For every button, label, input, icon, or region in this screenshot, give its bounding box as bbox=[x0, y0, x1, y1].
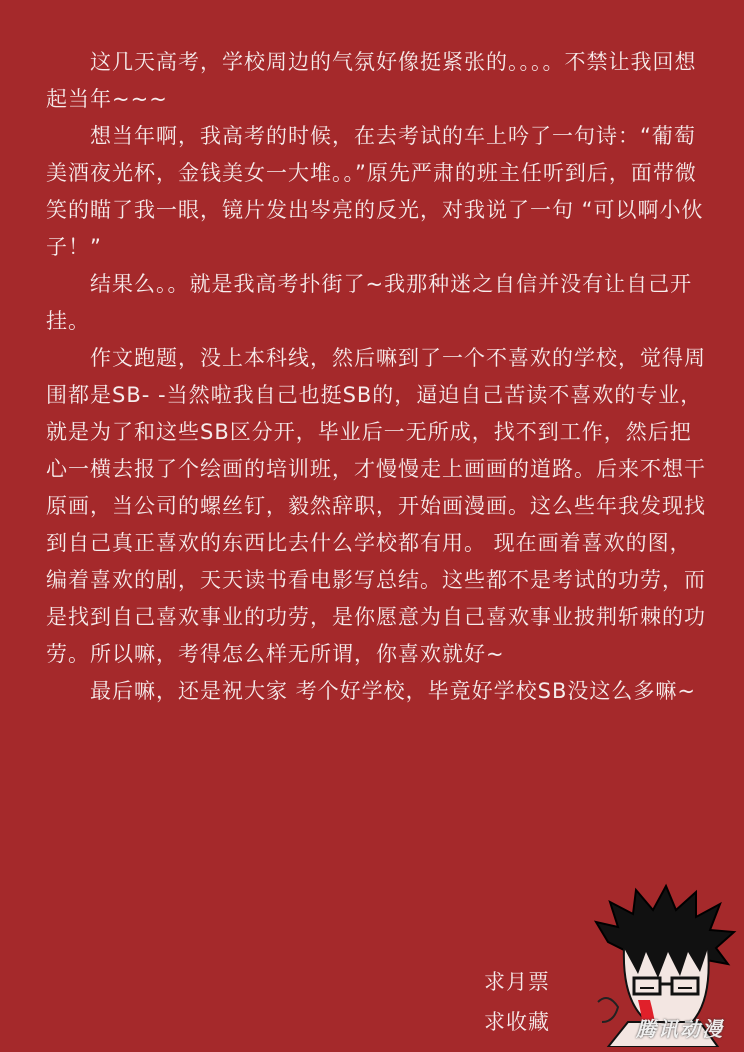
paragraph-3: 结果么。。就是我高考扑街了~我那种迷之自信并没有让自己开挂。 bbox=[46, 272, 693, 333]
request-favorite: 求收藏 bbox=[484, 1010, 550, 1034]
paragraph-1: 这几天高考，学校周边的气氛好像挺紧张的。。。。不禁让我回想起当年~~~ bbox=[46, 50, 697, 111]
publisher-watermark: 腾讯动漫 bbox=[636, 1017, 724, 1041]
paragraph-5: 最后嘛，还是祝大家 考个好学校，毕竟好学校SB没这么多嘛~ bbox=[90, 679, 697, 703]
signoff bbox=[484, 962, 550, 1042]
paragraph-4: 作文跑题，没上本科线，然后嘛到了一个不喜欢的学校，觉得周围都是SB- -当然啦我自己也挺SB的，逼迫自己苦读不喜欢的专业，就是为了和这些SB区分开，毕业后一无所成，找不到工作，然后把心一横去报了个绘画的培训班，才慢慢走上画画的道路。后来不想干原画，当公司的螺丝钉，毅然辞职，开始画漫画。这么些年我发现找到自己真正喜欢的东西比去什么学校都有用。 现在画着喜欢的图，编着喜欢的剧，天天读书看电影写总结。这些都不是考试的功劳，而是找到自己喜欢事业的功劳，是你愿意为自己喜欢事业披荆斩棘的功劳。所以嘛，考得怎么样无所谓，你喜欢就好~ bbox=[46, 346, 706, 666]
paragraph-2: 想当年啊，我高考的时候，在去考试的车上吟了一句诗：“葡萄美酒夜光杯，金钱美女一大堆。。”原先严肃的班主任听到后，面带微笑的瞄了我一眼，镜片发出岑亮的反光，对我说了一句 “可以啊小伙子！” bbox=[46, 124, 704, 259]
author-letter bbox=[46, 44, 706, 710]
request-monthly-ticket: 求月票 bbox=[484, 970, 550, 994]
